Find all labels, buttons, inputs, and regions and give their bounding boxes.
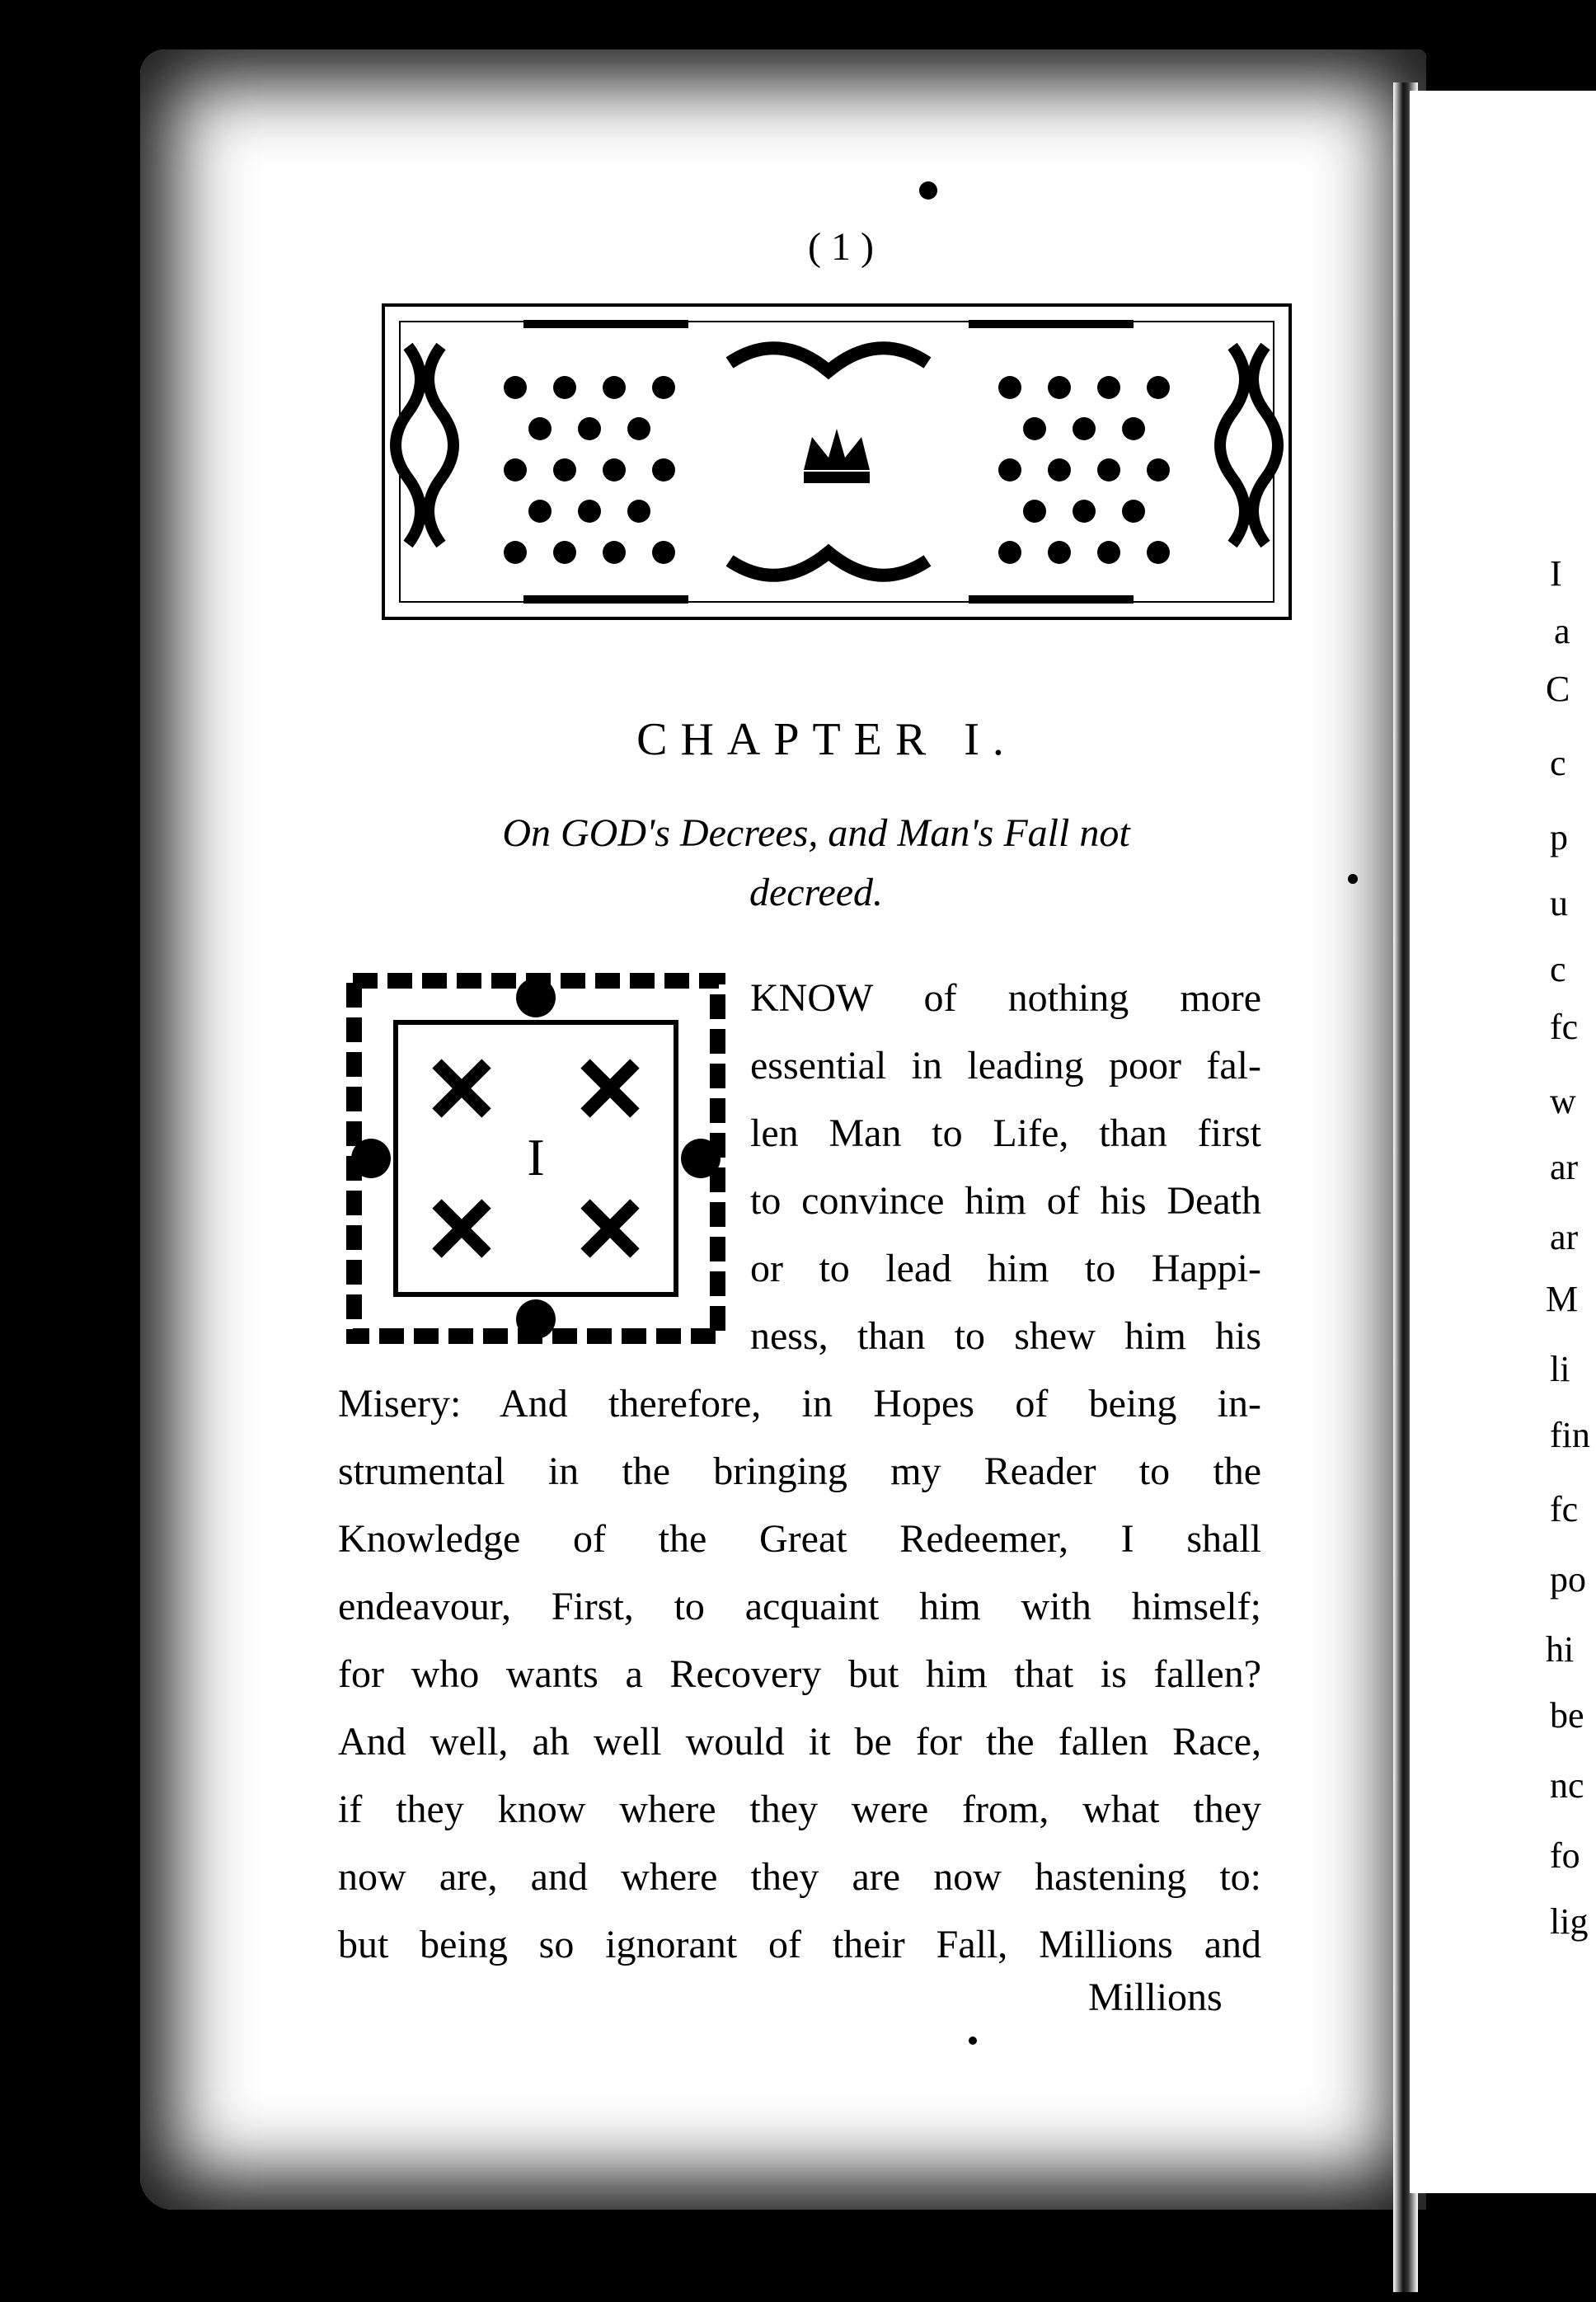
text-line: essential in leading poor fal- (750, 1044, 1261, 1088)
ink-speck (1348, 874, 1358, 884)
facing-text: li (1550, 1349, 1570, 1389)
facing-text: w (1550, 1081, 1576, 1121)
facing-text: C (1546, 669, 1570, 709)
facing-text: fo (1550, 1835, 1580, 1876)
body-paragraph (338, 965, 1261, 1979)
text-line: KNOW of nothing more (750, 976, 1261, 1020)
facing-text: nc (1550, 1765, 1584, 1806)
ink-speck (919, 181, 937, 200)
catchword: Millions (1088, 1975, 1223, 2019)
subtitle-line: On GOD's Decrees, and Man's Fall not (502, 811, 1130, 855)
text-line: ness, than to shew him his (750, 1314, 1261, 1358)
facing-text: fc (1550, 1007, 1579, 1047)
chapter-subtitle (379, 804, 1253, 923)
facing-text: po (1550, 1559, 1586, 1600)
facing-text: hi (1546, 1629, 1575, 1670)
text-line: but being so ignorant of their Fall, Millions and (338, 1923, 1261, 1966)
facing-text: c (1550, 949, 1566, 989)
text-line: now are, and where they are now hastening to: (338, 1855, 1261, 1899)
facing-text: lig (1550, 1901, 1589, 1942)
text-line: or to lead him to Happi- (750, 1247, 1261, 1290)
facing-text: M (1546, 1279, 1579, 1319)
text-line: if they know where they were from, what they (338, 1788, 1261, 1831)
text-line: endeavour, First, to acquaint him with himself; (338, 1585, 1261, 1628)
facing-text: fin (1550, 1415, 1590, 1455)
ink-speck (969, 2037, 977, 2045)
chapter-heading: CHAPTER I. (636, 714, 1017, 765)
facing-text: ar (1550, 1217, 1579, 1257)
text-line: And well, ah well would it be for the fallen Race, (338, 1720, 1261, 1764)
text-line: len Man to Life, than first (750, 1111, 1261, 1155)
page-number: ( 1 ) (808, 225, 874, 269)
text-line: for who wants a Recovery but him that is fallen? (338, 1652, 1261, 1696)
facing-text: c (1550, 743, 1566, 783)
text-line: to convince him of his Death (750, 1179, 1261, 1223)
facing-page-fragment (1410, 91, 1596, 2193)
facing-text: a (1554, 611, 1570, 651)
text-line: Knowledge of the Great Redeemer, I shall (338, 1517, 1261, 1561)
initial-letter: I (527, 1128, 545, 1186)
subtitle-line: decreed. (749, 871, 884, 914)
facing-text: I (1550, 553, 1562, 594)
text-line: Misery: And therefore, in Hopes of being in- (338, 1382, 1261, 1426)
text-line: strumental in the bringing my Reader to the (338, 1449, 1261, 1493)
facing-text: fc (1550, 1489, 1579, 1529)
headpiece-ornament-icon (375, 297, 1298, 627)
facing-text: u (1550, 883, 1568, 923)
facing-text: ar (1550, 1147, 1579, 1187)
facing-text: p (1550, 817, 1568, 857)
facing-text: be (1550, 1695, 1584, 1736)
